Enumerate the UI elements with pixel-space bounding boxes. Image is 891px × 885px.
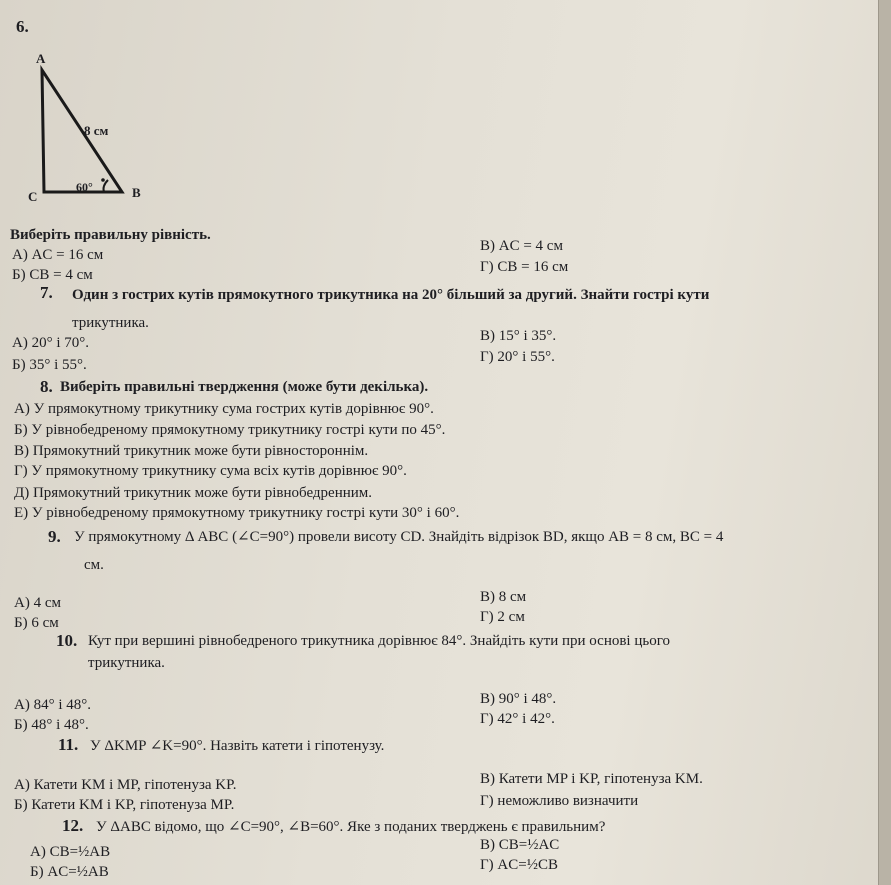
task7-question-line1: Один з гострих кутів прямокутного трикутника на 20° більший за другий. Знайти гострі кути: [72, 287, 710, 303]
task9-option-a: А) 4 см: [14, 595, 61, 611]
task8-number: 8.: [40, 377, 53, 396]
task8-statement: Г) У прямокутному трикутнику сума всіх кутів дорівнює 90°.: [14, 463, 407, 479]
task8-question: Виберіть правильні твердження (може бути декілька).: [60, 379, 429, 395]
task7-option-v: В) 15° і 35°.: [480, 328, 557, 344]
task8-statement: В) Прямокутний трикутник може бути рівностороннім.: [14, 443, 369, 459]
task8-statement: Д) Прямокутний трикутник може бути рівнобедренним.: [14, 485, 373, 501]
task10-option-v: В) 90° і 48°.: [480, 691, 557, 707]
angle-b-arc: [104, 180, 109, 192]
task12-option-a: А) CB=½AB: [30, 844, 111, 860]
task12-number: 12.: [62, 816, 84, 835]
vertex-a-label: A: [36, 51, 46, 66]
task8-statement: Б) У рівнобедреному прямокутному трикутнику гострі кути по 45°.: [14, 422, 446, 438]
task10-option-g: Г) 42° і 42°.: [480, 711, 555, 727]
task7-question-line2: трикутника.: [72, 315, 149, 331]
task11-option-v: В) Катети MP і KP, гіпотенуза KM.: [480, 771, 703, 787]
task11-question: У ΔKMP ∠K=90°. Назвіть катети і гіпотенузу.: [90, 738, 385, 754]
task6-option-a: А) AC = 16 см: [12, 247, 104, 263]
task8-statement: А) У прямокутному трикутнику сума гострих кутів дорівнює 90°.: [14, 401, 434, 417]
vertex-b-label: B: [132, 185, 141, 200]
task11-option-g: Г) неможливо визначити: [480, 793, 639, 809]
task12-option-b: Б) AC=½AB: [30, 864, 109, 880]
task6-number: 6.: [16, 17, 29, 36]
task9-option-g: Г) 2 см: [480, 609, 525, 625]
task8-statement: Е) У рівнобедреному прямокутному трикутнику гострі кути 30° і 60°.: [14, 505, 460, 521]
triangle-abc: [42, 70, 122, 192]
task11-option-a: А) Катети KM і MP, гіпотенуза KP.: [14, 777, 237, 793]
task6-option-v: В) AC = 4 см: [480, 238, 563, 254]
task7-option-g: Г) 20° і 55°.: [480, 349, 555, 365]
task9-option-b: Б) 6 см: [14, 615, 59, 631]
task7-option-a: А) 20° і 70°.: [12, 335, 89, 351]
task9-question-line1: У прямокутному Δ ABC (∠C=90°) провели висоту CD. Знайдіть відрізок BD, якщо AB = 8 см, BC = 4: [74, 529, 724, 545]
task9-question-line2: см.: [84, 557, 104, 573]
side-ab-label: 8 см: [84, 123, 109, 138]
task10-option-a: А) 84° і 48°.: [14, 697, 91, 713]
task6-question: Виберіть правильну рівність.: [10, 227, 211, 243]
angle-b-label: 60°: [76, 180, 93, 194]
task10-question-line2: трикутника.: [88, 655, 165, 671]
task12-option-g: Г) AC=½CB: [480, 857, 558, 873]
task11-number: 11.: [58, 735, 79, 754]
task6-option-g: Г) CB = 16 см: [480, 259, 569, 275]
task9-option-v: В) 8 см: [480, 589, 527, 605]
task11-option-b: Б) Катети KM і KP, гіпотенуза MP.: [14, 797, 235, 813]
task6-option-b: Б) CB = 4 см: [12, 267, 93, 283]
vertex-c-label: C: [28, 189, 38, 204]
task7-number: 7.: [40, 283, 53, 302]
task12-question: У ΔABC відомо, що ∠C=90°, ∠B=60°. Яке з поданих тверджень є правильним?: [96, 819, 606, 835]
task7-option-b: Б) 35° і 55°.: [12, 357, 87, 373]
task10-question-line1: Кут при вершині рівнобедреного трикутника дорівнює 84°. Знайдіть кути при основі цього: [88, 633, 670, 649]
task9-number: 9.: [48, 527, 61, 546]
angle-b-dot: [101, 178, 105, 182]
task10-option-b: Б) 48° і 48°.: [14, 717, 89, 733]
task10-number: 10.: [56, 631, 78, 650]
task12-option-v: В) CB=½AC: [480, 837, 560, 853]
